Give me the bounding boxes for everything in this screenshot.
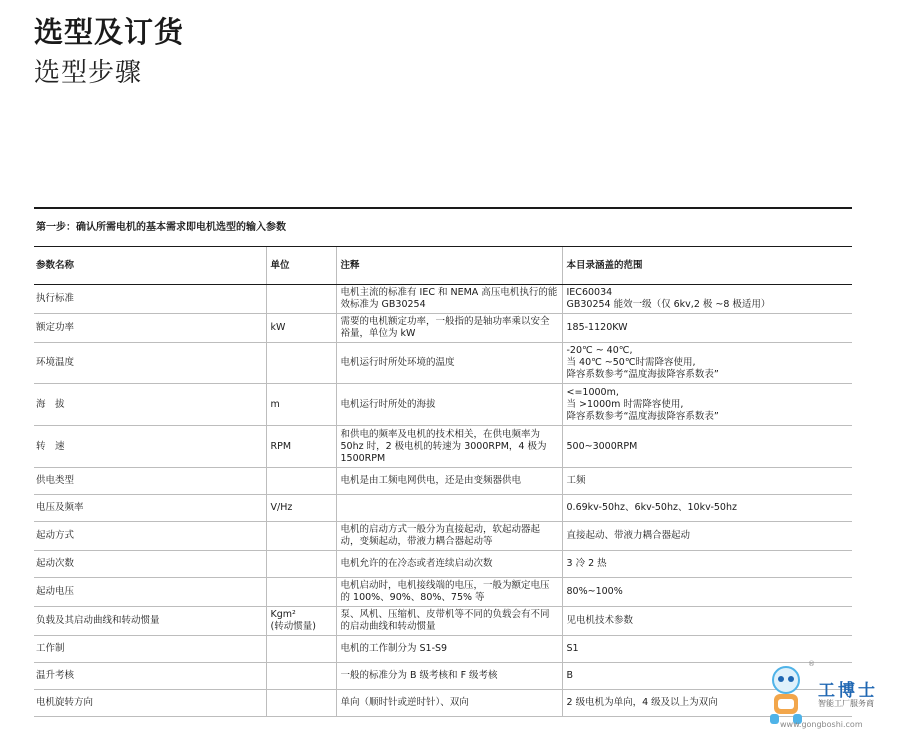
table-row: [34, 343, 852, 384]
table-cell-note: 单向（顺时针或逆时针）、双向: [336, 690, 562, 717]
watermark-tagline: 智能工厂服务商: [818, 699, 874, 708]
table-cell-unit: [266, 551, 336, 578]
table-cell-range: 500~3000RPM: [562, 426, 852, 468]
column-header: 参数名称: [34, 247, 266, 285]
table-cell-unit: [266, 522, 336, 551]
table-cell-unit: [266, 468, 336, 495]
page-title: 选型及订货: [34, 15, 185, 49]
column-header: 本目录涵盖的范围: [562, 247, 852, 285]
table-row: [34, 636, 852, 663]
table-cell-name: 负载及其启动曲线和转动惯量: [34, 607, 266, 636]
table-cell-name: 起动方式: [34, 522, 266, 551]
table-row: [34, 663, 852, 690]
table-cell-range: S1: [562, 636, 852, 663]
table-cell-note: 一般的标准分为 B 级考核和 F 级考核: [336, 663, 562, 690]
watermark-url: www.gongboshi.com: [780, 720, 863, 729]
table-header-row: [34, 247, 852, 285]
table-cell-range: 185-1120KW: [562, 314, 852, 343]
table-cell-range: 0.69kv-50hz、6kv-50hz、10kv-50hz: [562, 495, 852, 522]
table-cell-unit: V/Hz: [266, 495, 336, 522]
table-cell-note: 和供电的频率及电机的技术相关，在供电频率为 50hz 时，2 极电机的转速为 3000RPM，4 极为 1500RPM: [336, 426, 562, 468]
table-row: [34, 607, 852, 636]
table-cell-unit: [266, 285, 336, 314]
table-cell-note: 电机允许的在冷态或者连续启动次数: [336, 551, 562, 578]
table-cell-note: 电机是由工频电网供电，还是由变频器供电: [336, 468, 562, 495]
table-cell-note: 电机运行时所处环境的温度: [336, 343, 562, 384]
table-cell-note: 电机启动时，电机接线端的电压，一般为额定电压的 100%、90%、80%、75% 等: [336, 578, 562, 607]
table-cell-name: 温升考核: [34, 663, 266, 690]
table-row: [34, 495, 852, 522]
table-cell-note: 需要的电机额定功率，一般指的是轴功率乘以安全裕量，单位为 kW: [336, 314, 562, 343]
table-cell-name: 环境温度: [34, 343, 266, 384]
table-cell-name: 转 速: [34, 426, 266, 468]
watermark-brand: 工博士: [818, 681, 878, 701]
table-row: [34, 578, 852, 607]
table-cell-unit: kW: [266, 314, 336, 343]
table-cell-note: 电机的工作制分为 S1-S9: [336, 636, 562, 663]
parameter-table: [34, 247, 852, 717]
registered-mark: ®: [808, 660, 815, 668]
table-cell-range: 80%~100%: [562, 578, 852, 607]
table-cell-name: 起动电压: [34, 578, 266, 607]
table-cell-unit: Kgm² (转动惯量): [266, 607, 336, 636]
table-cell-note: [336, 495, 562, 522]
table-cell-note: 泵、风机、压缩机、皮带机等不同的负载会有不同的启动曲线和转动惯量: [336, 607, 562, 636]
table-cell-name: 供电类型: [34, 468, 266, 495]
table-cell-name: 起动次数: [34, 551, 266, 578]
table-row: [34, 314, 852, 343]
table-cell-unit: [266, 578, 336, 607]
table-cell-note: 电机的启动方式一般分为直接起动，软起动器起动，变频起动，带液力耦合器起动等: [336, 522, 562, 551]
table-cell-range: 3 冷 2 热: [562, 551, 852, 578]
table-row: [34, 384, 852, 426]
table-cell-range: 工频: [562, 468, 852, 495]
table-cell-unit: m: [266, 384, 336, 426]
table-cell-range: <=1000m, 当 >1000m 时需降容使用, 降容系数参考“温度海拔降容系数表”: [562, 384, 852, 426]
table-row: [34, 551, 852, 578]
table-cell-unit: [266, 636, 336, 663]
table-cell-range: 2 级电机为单向，4 级及以上为双向: [562, 690, 852, 717]
parameter-table-section: [34, 207, 852, 717]
table-row: [34, 522, 852, 551]
table-cell-name: 工作制: [34, 636, 266, 663]
page-subtitle: 选型步骤: [34, 58, 143, 88]
table-cell-range: -20℃ ~ 40℃, 当 40℃ ~50℃时需降容使用, 降容系数参考“温度海拔降容系数表”: [562, 343, 852, 384]
table-row: [34, 468, 852, 495]
table-row: [34, 690, 852, 717]
table-cell-note: 电机运行时所处的海拔: [336, 384, 562, 426]
table-cell-name: 执行标准: [34, 285, 266, 314]
column-header: 注释: [336, 247, 562, 285]
table-cell-unit: [266, 343, 336, 384]
table-cell-range: IEC60034 GB30254 能效一级（仅 6kv,2 极 ~8 极适用）: [562, 285, 852, 314]
table-cell-range: 直接起动、带液力耦合器起动: [562, 522, 852, 551]
table-cell-range: 见电机技术参数: [562, 607, 852, 636]
table-cell-unit: RPM: [266, 426, 336, 468]
table-row: [34, 426, 852, 468]
table-row: [34, 285, 852, 314]
step-title: 第一步：确认所需电机的基本需求即电机选型的输入参数: [34, 209, 852, 247]
table-cell-name: 电机旋转方向: [34, 690, 266, 717]
table-cell-name: 海 拔: [34, 384, 266, 426]
table-cell-name: 电压及频率: [34, 495, 266, 522]
table-cell-note: 电机主流的标准有 IEC 和 NEMA 高压电机执行的能效标准为 GB30254: [336, 285, 562, 314]
table-cell-unit: [266, 690, 336, 717]
column-header: 单位: [266, 247, 336, 285]
table-cell-range: B: [562, 663, 852, 690]
table-cell-unit: [266, 663, 336, 690]
table-cell-name: 额定功率: [34, 314, 266, 343]
